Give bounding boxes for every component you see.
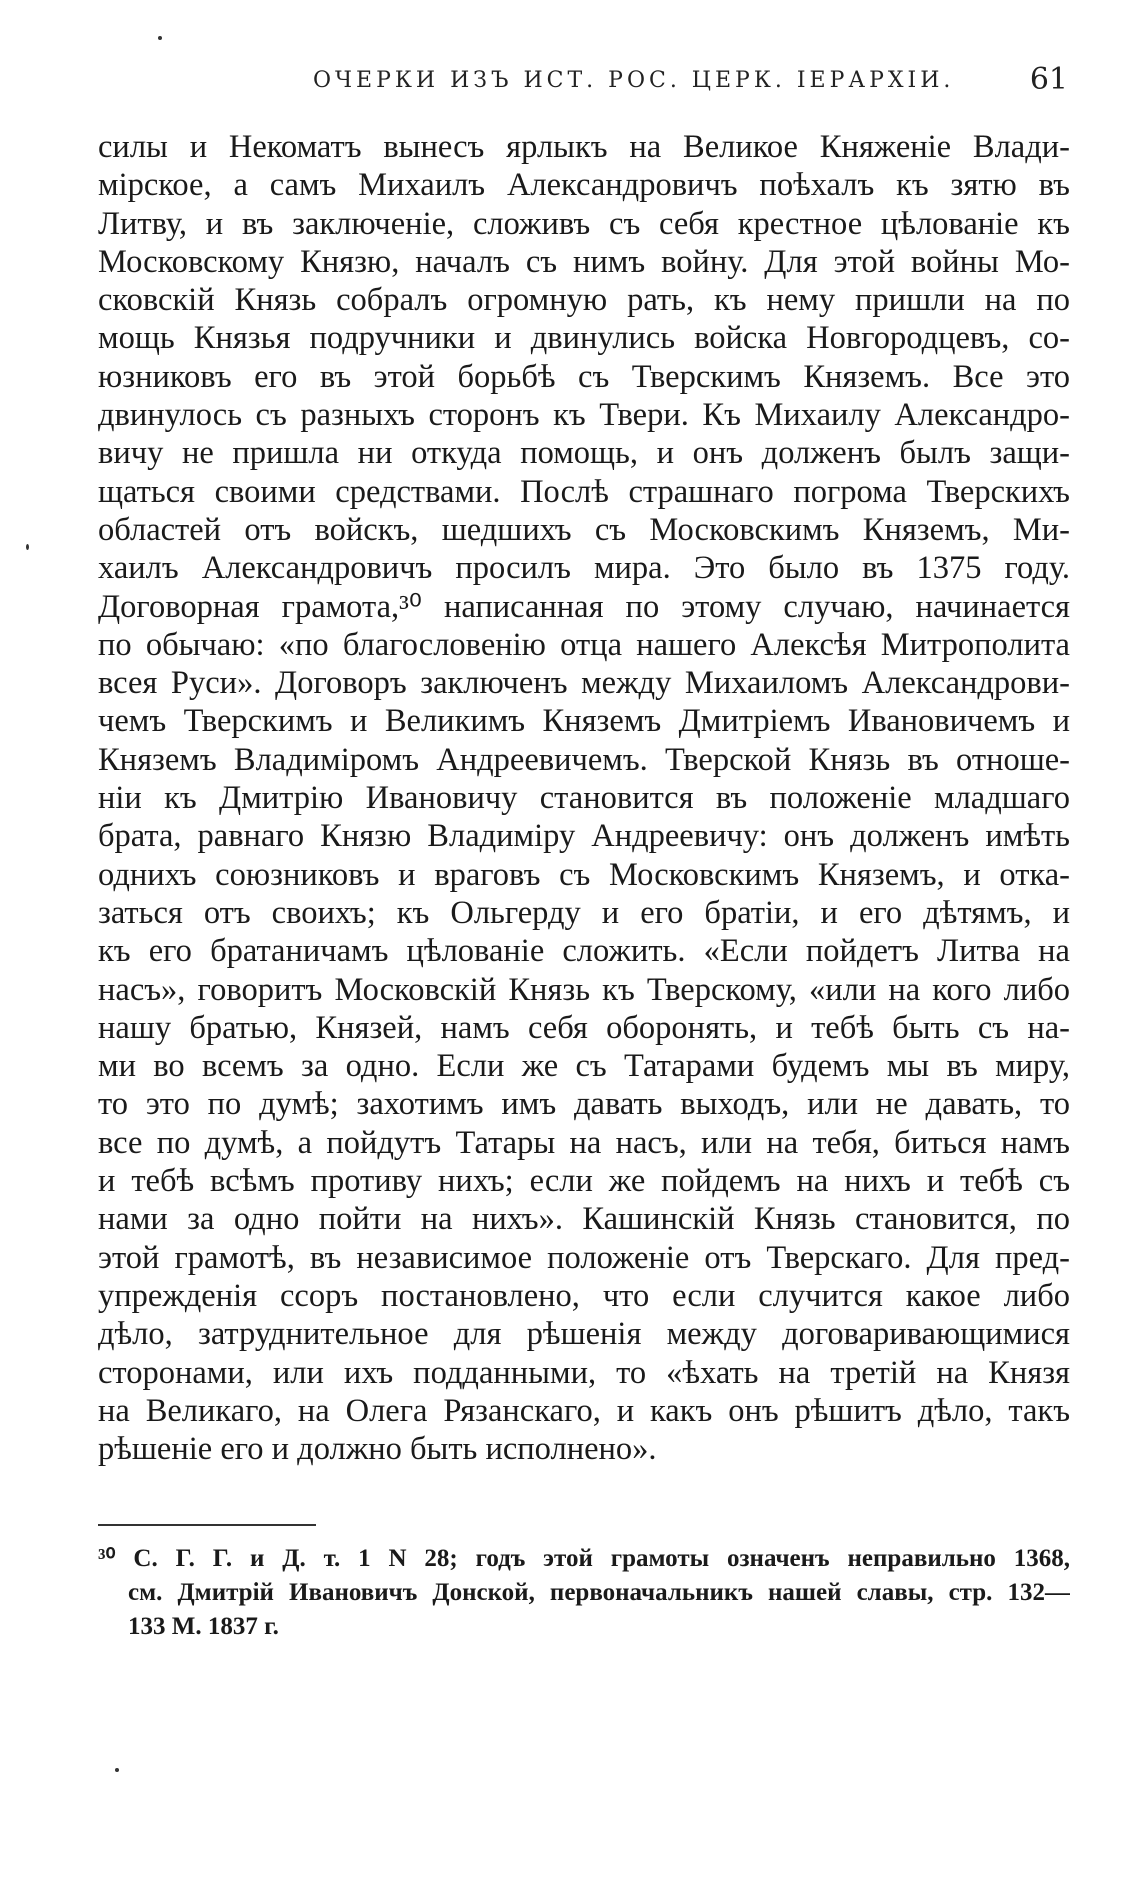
text-line: рѣшеніе его и должно быть исполнено». xyxy=(98,1431,657,1468)
print-speck xyxy=(158,36,162,40)
body-text xyxy=(98,128,1070,1468)
text-line: къ его братаничамъ цѣлованіе сложить. «Если пойдетъ Литва на xyxy=(98,933,1070,970)
text-line: всея Руси». Договоръ заключенъ между Михаиломъ Александрови- xyxy=(98,665,1070,702)
text-line: то это по думѣ; захотимъ имъ давать выходъ, или не давать, то xyxy=(98,1086,1070,1123)
text-line: все по думѣ, а пойдутъ Татары на насъ, или на тебя, биться намъ xyxy=(98,1124,1070,1161)
text-line: ніи къ Дмитрію Ивановичу становится въ положеніе младшаго xyxy=(98,780,1070,817)
text-line: Московскому Князю, началъ съ нимъ войну. Для этой войны Мо- xyxy=(98,243,1070,280)
text-line: хаилъ Александровичъ просилъ мира. Это было въ 1375 году. xyxy=(98,550,1070,587)
print-speck xyxy=(115,1768,119,1772)
text-line: Литву, и въ заключеніе, сложивъ съ себя крестное цѣлованіе къ xyxy=(98,205,1070,242)
footnote-line: 133 М. 1837 г. xyxy=(128,1613,279,1640)
text-line: Княземъ Владиміромъ Андреевичемъ. Тверской Князь въ отноше- xyxy=(98,741,1070,778)
running-head xyxy=(98,62,1068,106)
text-line: и тебѣ всѣмъ противу нихъ; если же пойдемъ на нихъ и тебѣ съ xyxy=(98,1163,1070,1200)
text-line: чемъ Тверскимъ и Великимъ Княземъ Дмитріемъ Ивановичемъ и xyxy=(98,703,1070,740)
text-line: двинулось съ разныхъ сторонъ къ Твери. Къ Михаилу Александро- xyxy=(98,397,1070,434)
text-line: сторонами, или ихъ подданными, то «ѣхать на третій на Князя xyxy=(98,1354,1070,1391)
text-line: мощь Князья подручники и двинулись войска Новгородцевъ, со- xyxy=(98,320,1070,357)
print-speck xyxy=(26,544,29,550)
text-line: мірское, а самъ Михаилъ Александровичъ поѣхалъ къ зятю въ xyxy=(98,167,1070,204)
text-line: упрежденія ссоръ постановлено, что если случится какое либо xyxy=(98,1277,1070,1314)
page-number: 61 xyxy=(1029,62,1068,97)
text-line: областей отъ войскъ, шедшихъ съ Московскимъ Княземъ, Ми- xyxy=(98,511,1070,548)
text-line: нашу братью, Князей, намъ себя оборонять, и тебѣ быть съ на- xyxy=(98,1009,1070,1046)
text-line: щаться своими средствами. Послѣ страшнаго погрома Тверскихъ xyxy=(98,473,1070,510)
footnote-rule xyxy=(98,1524,316,1526)
text-line: нами за одно пойти на нихъ». Кашинскій Князь становится, по xyxy=(98,1201,1070,1238)
footnote-line: см. Дмитрій Ивановичъ Донской, первоначальникъ нашей славы, стр. 132— xyxy=(128,1579,1070,1606)
text-line: брата, равнаго Князю Владиміру Андреевичу: онъ долженъ имѣть xyxy=(98,818,1070,855)
text-line: дѣло, затруднительное для рѣшенія между договаривающимися xyxy=(98,1316,1070,1353)
text-line: вичу не пришла ни откуда помощь, и онъ долженъ былъ защи- xyxy=(98,435,1070,472)
running-title: ОЧЕРКИ ИЗЪ ИСТ. РОС. ЦЕРК. ІЕРАРХІИ. xyxy=(313,68,955,93)
footnote-line: ³⁰ С. Г. Г. и Д. т. 1 N 28; годъ этой грамоты означенъ неправильно 1368, xyxy=(98,1545,1070,1572)
text-line: однихъ союзниковъ и враговъ съ Московскимъ Княземъ, и отка- xyxy=(98,856,1070,893)
text-line: по обычаю: «по благословенію отца нашего Алексѣя Митрополита xyxy=(98,626,1070,663)
text-line: ми во всемъ за одно. Если же съ Татарами будемъ мы въ миру, xyxy=(98,1048,1070,1085)
text-line: Договорная грамота,³⁰ написанная по этому случаю, начинается xyxy=(98,588,1070,625)
text-line: этой грамотѣ, въ независимое положеніе отъ Тверскаго. Для пред- xyxy=(98,1239,1070,1276)
text-line: на Великаго, на Олега Рязанскаго, и какъ онъ рѣшитъ дѣло, такъ xyxy=(98,1392,1070,1429)
footnotes xyxy=(98,1542,1070,1644)
text-line: силы и Некоматъ вынесъ ярлыкъ на Великое Княженіе Влади- xyxy=(98,129,1070,165)
text-line: насъ», говоритъ Московскій Князь къ Тверскому, «или на кого либо xyxy=(98,971,1070,1008)
text-line: юзниковъ его въ этой борьбѣ съ Тверскимъ Княземъ. Все это xyxy=(98,358,1070,395)
text-line: сковскій Князь собралъ огромную рать, къ нему пришли на по xyxy=(98,282,1070,319)
text-line: заться отъ своихъ; къ Ольгерду и его братіи, и его дѣтямъ, и xyxy=(98,894,1070,931)
